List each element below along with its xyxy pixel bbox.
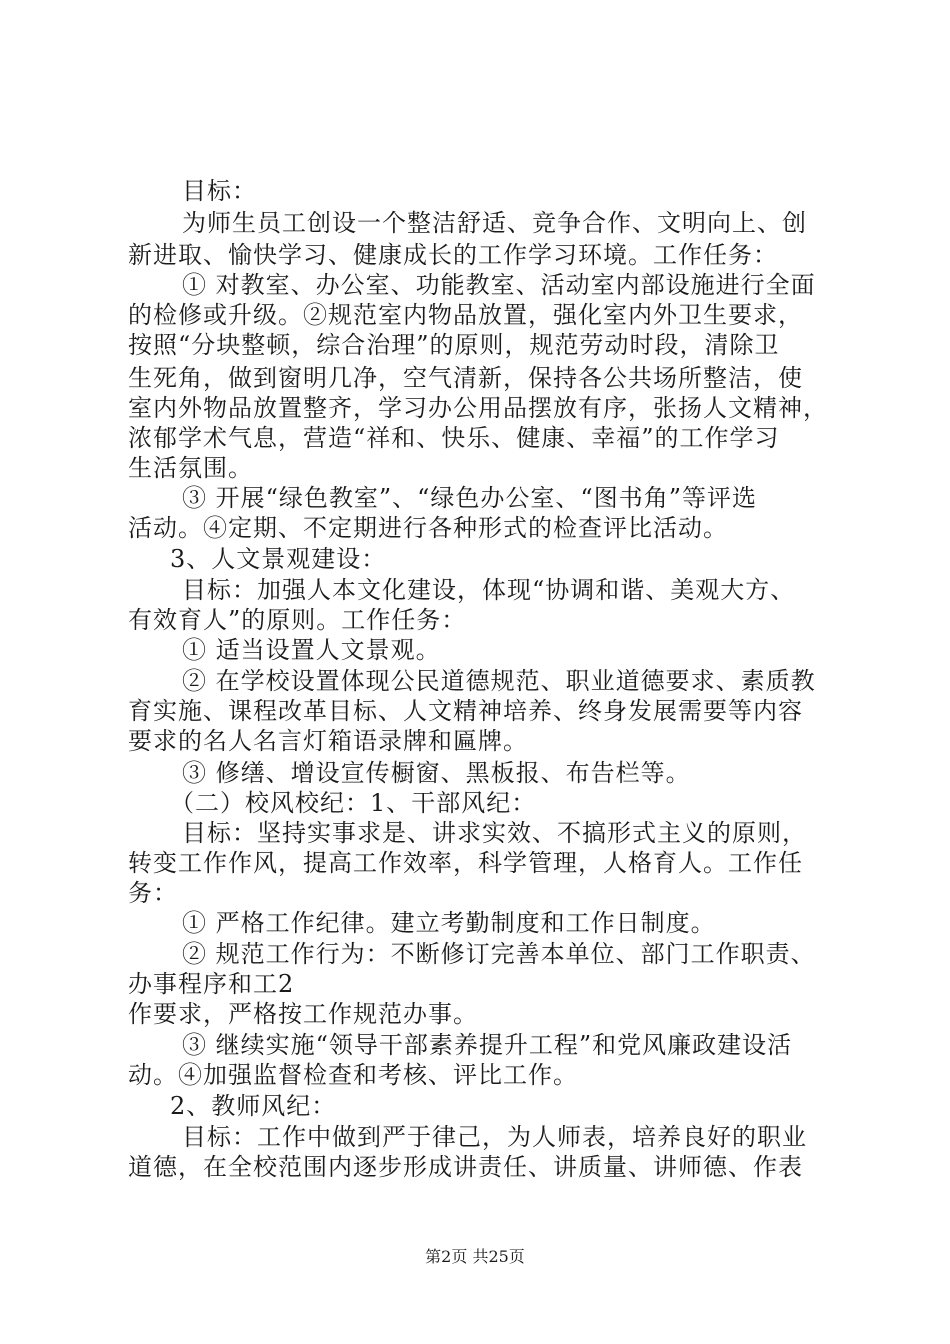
text-line: 为师生员工创设一个整洁舒适、竞争合作、文明向上、创: [182, 209, 807, 237]
text-line: 目标：工作中做到严于律己，为人师表，培养良好的职业: [182, 1123, 807, 1151]
text-line: 目标：加强人本文化建设，体现“协调和谐、美观大方、: [182, 576, 796, 604]
text-line: 转变工作作风，提高工作效率，科学管理，人格育人。工作任: [128, 849, 803, 877]
text-line: 生死角，做到窗明几净，空气清新，保持各公共场所整洁，使: [128, 364, 803, 392]
text-line: 目标：坚持实事求是、讲求实效、不搞形式主义的原则，: [182, 819, 807, 847]
section-heading: （二）校风校纪：1、干部风纪：: [170, 789, 537, 817]
text-line: 生活氛围。: [128, 454, 253, 482]
text-line: ③ 继续实施“领导干部素养提升工程”和党风廉政建设活: [182, 1031, 793, 1059]
text-line: 按照“分块整顿，综合治理”的原则，规范劳动时段，清除卫: [128, 331, 780, 359]
text-line: ② 规范工作行为：不断修订完善本单位、部门工作职责、: [182, 940, 816, 968]
text-line: ③ 修缮、增设宣传橱窗、黑板报、布告栏等。: [182, 759, 691, 787]
text-line: ① 对教室、办公室、功能教室、活动室内部设施进行全面: [182, 271, 816, 299]
section-heading: 3、人文景观建设：: [170, 545, 387, 573]
text-line: ① 适当设置人文景观。: [182, 636, 441, 664]
section-heading: 2、教师风纪：: [170, 1092, 337, 1120]
text-line: 作要求，严格按工作规范办事。: [128, 1000, 478, 1028]
text-line: 目标：: [182, 177, 257, 205]
text-line: 室内外物品放置整齐，学习办公用品摆放有序，张扬人文精神，: [128, 394, 828, 422]
text-line: 的检修或升级。②规范室内物品放置，强化室内外卫生要求，: [128, 301, 803, 329]
text-line: 有效育人”的原则。工作任务：: [128, 606, 467, 634]
text-line: ① 严格工作纪律。建立考勤制度和工作日制度。: [182, 909, 716, 937]
text-line: ② 在学校设置体现公民道德规范、职业道德要求、素质教: [182, 667, 816, 695]
text-line: 动。④加强监督检查和考核、评比工作。: [128, 1061, 578, 1089]
text-line: 务：: [128, 879, 178, 907]
text-line: 道德，在全校范围内逐步形成讲责任、讲质量、讲师德、作表: [128, 1153, 803, 1181]
text-line: ③ 开展“绿色教室”、“绿色办公室、“图书角”等评选: [182, 484, 757, 512]
text-line: 新进取、愉快学习、健康成长的工作学习环境。工作任务：: [128, 241, 778, 269]
text-line: 办事程序和工2: [128, 970, 295, 998]
text-line: 活动。④定期、不定期进行各种形式的检查评比活动。: [128, 514, 728, 542]
text-line: 育实施、课程改革目标、人文精神培养、终身发展需要等内容: [128, 697, 803, 725]
page-footer: 第2页 共25页: [425, 1247, 525, 1266]
text-line: 要求的名人名言灯箱语录牌和匾牌。: [128, 727, 528, 755]
text-line: 浓郁学术气息，营造“祥和、快乐、健康、幸福”的工作学习: [128, 424, 780, 452]
